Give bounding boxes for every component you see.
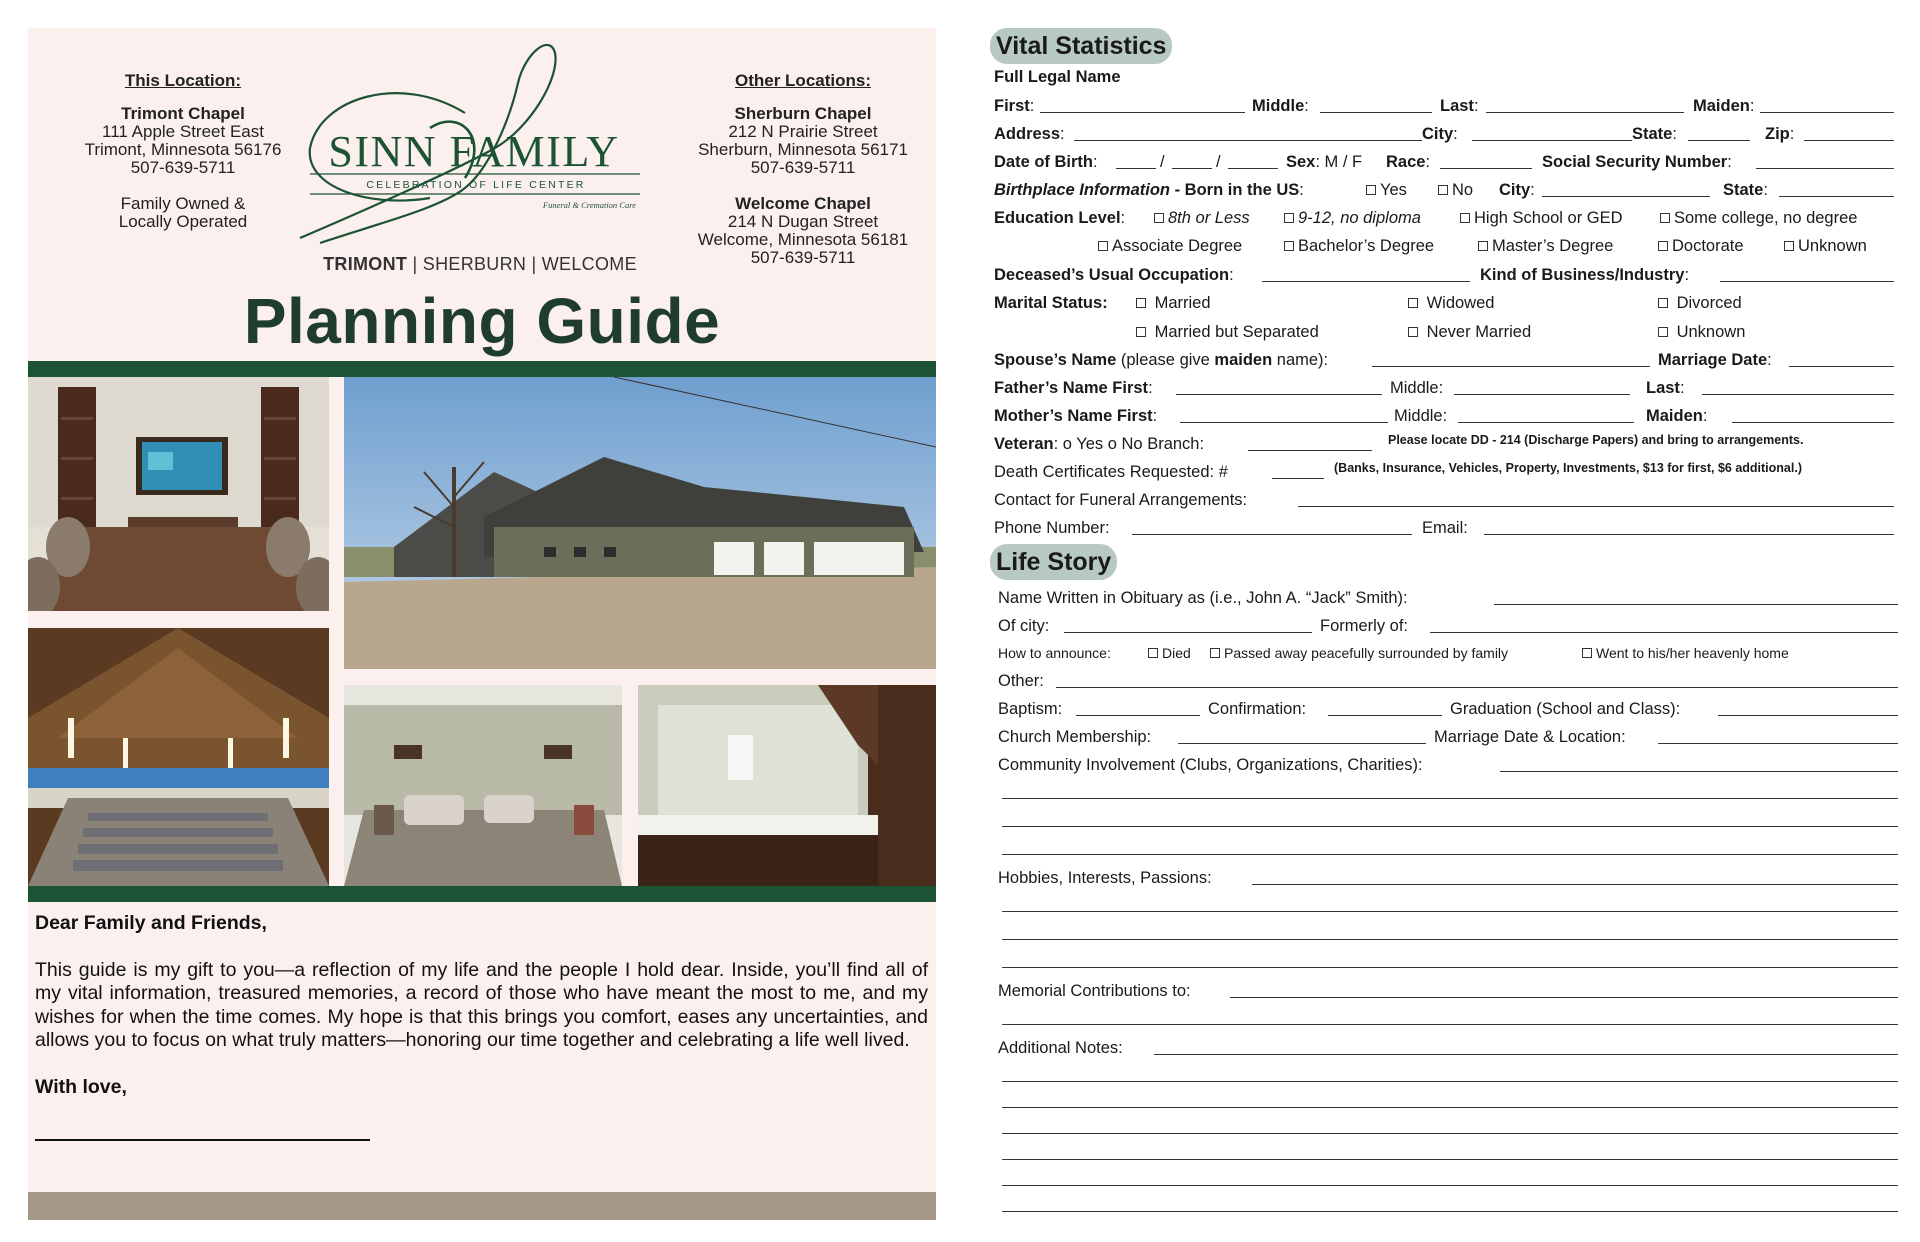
birth-state-label: State bbox=[1723, 181, 1764, 199]
location-phone: 507-639-5711 bbox=[750, 158, 856, 177]
birthplace-row: Birthplace Information - Born in the US: Yes No City: State: bbox=[994, 181, 1898, 203]
father-last-label: Last bbox=[1646, 379, 1680, 397]
zip-field[interactable] bbox=[1804, 125, 1894, 141]
full-legal-name-label bbox=[994, 68, 1898, 90]
confirmation-field[interactable] bbox=[1328, 700, 1442, 716]
death-certs-field[interactable] bbox=[1272, 463, 1324, 479]
announce-option[interactable] bbox=[1582, 645, 1789, 661]
ssn-field[interactable] bbox=[1756, 153, 1894, 169]
formerly-of-label: Formerly of: bbox=[1320, 617, 1409, 635]
other-row bbox=[998, 672, 1902, 694]
logo-name: SINN FAMILY bbox=[328, 127, 620, 176]
logo-city-trimont: TRIMONT bbox=[323, 254, 408, 274]
checkbox-icon bbox=[1658, 327, 1668, 337]
edu-option[interactable] bbox=[1460, 209, 1623, 228]
brochure-cover bbox=[28, 28, 936, 1220]
notes-line[interactable] bbox=[1002, 1185, 1898, 1186]
edu-option-label: High School or GED bbox=[1474, 209, 1623, 227]
branch-field[interactable] bbox=[1248, 435, 1372, 451]
checkbox-icon bbox=[1660, 213, 1670, 223]
checkbox-icon bbox=[1408, 298, 1418, 308]
email-label: Email: bbox=[1422, 519, 1468, 537]
zip-label: Zip bbox=[1765, 125, 1790, 143]
edu-option[interactable] bbox=[1154, 209, 1250, 228]
first-name-field[interactable] bbox=[1040, 97, 1245, 113]
email-field[interactable] bbox=[1484, 519, 1894, 535]
no-label: No bbox=[1452, 181, 1474, 199]
memorial-label: Memorial Contributions to: bbox=[998, 982, 1191, 1000]
edu-option-label: 8th or Less bbox=[1168, 209, 1250, 227]
checkbox-icon bbox=[1210, 648, 1220, 658]
letter-body: This guide is my gift to you—a reflection of my life and the people I hold dear. Inside, you’ll find all of my vital information, treasured memories, a record of those who have meant the most to me, and my wishes for when the time comes. My hope is that this brings you comfort, eases any uncertainties, and allows you to focus on what truly matters—honoring our time together and celebrating a life well lived. bbox=[35, 958, 928, 1051]
edu-option-label: Associate Degree bbox=[1112, 237, 1243, 255]
checkbox-icon bbox=[1136, 298, 1146, 308]
graduation-label: Graduation (School and Class): bbox=[1450, 700, 1681, 718]
contact-label: Contact for Funeral Arrangements: bbox=[994, 491, 1248, 509]
chapel-exterior-photo bbox=[344, 377, 936, 669]
location-city: Sherburn, Minnesota 56171 bbox=[698, 140, 908, 159]
announce-option-label: Went to his/her heavenly home bbox=[1596, 645, 1789, 661]
mother-first-field[interactable] bbox=[1180, 407, 1388, 423]
announce-option-label: Passed away peacefully surrounded by family bbox=[1224, 645, 1509, 661]
community-line[interactable] bbox=[1002, 826, 1898, 827]
other-label: Other: bbox=[998, 672, 1044, 690]
checkbox-icon bbox=[1582, 648, 1592, 658]
logo-subtitle: CELEBRATION OF LIFE CENTER bbox=[366, 179, 586, 191]
education-row: Education Level: 8th or Less 9-12, no diploma High School or GED Some college, no degree bbox=[994, 209, 1858, 227]
spouse-note-maiden: maiden bbox=[1214, 351, 1273, 369]
dd214-note: Please locate DD - 214 (Discharge Papers) and bring to arrangements. bbox=[1388, 433, 1804, 447]
locally-operated-note: Locally Operated bbox=[118, 212, 248, 231]
location-city: Trimont, Minnesota 56176 bbox=[84, 140, 282, 159]
birth-city-label: City bbox=[1499, 181, 1531, 199]
mother-middle-label: Middle: bbox=[1394, 407, 1448, 425]
kitchen-photo bbox=[638, 685, 936, 886]
notes-line[interactable] bbox=[1002, 1159, 1898, 1160]
location-address: 212 N Prairie Street bbox=[728, 122, 878, 141]
page-title: Planning Guide bbox=[243, 285, 721, 357]
church-label: Church Membership: bbox=[998, 728, 1152, 746]
checkbox-icon bbox=[1460, 213, 1470, 223]
notes-line[interactable] bbox=[1002, 1211, 1898, 1212]
announce-option-label: Died bbox=[1162, 645, 1191, 661]
location-name: Sherburn Chapel bbox=[734, 104, 872, 123]
community-field[interactable] bbox=[1500, 756, 1898, 772]
notes-row bbox=[998, 1039, 1902, 1061]
checkbox-icon bbox=[1284, 241, 1294, 251]
marriage-location-label: Marriage Date & Location: bbox=[1434, 728, 1626, 746]
mother-maiden-label: Maiden bbox=[1646, 407, 1703, 425]
mother-middle-field[interactable] bbox=[1458, 407, 1634, 423]
edu-option[interactable] bbox=[1284, 237, 1434, 256]
announce-option[interactable] bbox=[1210, 645, 1508, 661]
city-row bbox=[998, 617, 1902, 639]
occupation-field[interactable] bbox=[1262, 266, 1470, 282]
dob-day-field[interactable] bbox=[1172, 153, 1212, 169]
marital-option[interactable] bbox=[1408, 294, 1494, 313]
dob-separator: / bbox=[1160, 153, 1165, 171]
phone-row bbox=[994, 519, 1898, 541]
dob-year-field[interactable] bbox=[1228, 153, 1278, 169]
family-letter bbox=[35, 912, 928, 1141]
city-field[interactable] bbox=[1472, 125, 1632, 141]
dob-row: Date of Birth: / / Sex: M / F Race: Social Security Number: bbox=[994, 153, 1898, 175]
other-locations-heading: Other Locations: bbox=[734, 71, 871, 90]
baptism-label: Baptism: bbox=[998, 700, 1063, 718]
marital-option-label: Never Married bbox=[1426, 323, 1532, 341]
marital-option[interactable] bbox=[1136, 323, 1319, 342]
marital-option[interactable] bbox=[1658, 294, 1742, 313]
community-row bbox=[998, 756, 1902, 778]
born-us-label: - Born in the US bbox=[1170, 181, 1300, 199]
vital-statistics-heading: Vital Statistics bbox=[990, 28, 1172, 64]
marital-option-label: Divorced bbox=[1676, 294, 1742, 312]
father-middle-field[interactable] bbox=[1454, 379, 1630, 395]
announce-label: How to announce: bbox=[998, 645, 1111, 661]
community-line[interactable] bbox=[1002, 854, 1898, 855]
first-label: First bbox=[994, 97, 1030, 115]
sacraments-row bbox=[998, 700, 1902, 722]
edu-option[interactable] bbox=[1098, 237, 1242, 256]
letter-closing: With love, bbox=[35, 1075, 127, 1098]
notes-line[interactable] bbox=[1002, 1133, 1898, 1134]
dob-label: Date of Birth bbox=[994, 153, 1093, 171]
edu-option-label: Doctorate bbox=[1672, 237, 1744, 255]
death-certs-label: Death Certificates Requested: # bbox=[994, 463, 1228, 481]
church-field[interactable] bbox=[1178, 728, 1426, 744]
announce-option[interactable] bbox=[1148, 645, 1191, 661]
notes-line[interactable] bbox=[1002, 1107, 1898, 1108]
location-name: Welcome Chapel bbox=[735, 194, 871, 213]
edu-option[interactable] bbox=[1660, 209, 1857, 228]
occupation-label: Deceased’s Usual Occupation bbox=[994, 266, 1230, 284]
sex-options[interactable]: M / F bbox=[1324, 153, 1363, 171]
memorial-field[interactable] bbox=[1230, 982, 1898, 998]
checkbox-icon bbox=[1408, 327, 1418, 337]
edu-option[interactable] bbox=[1284, 209, 1421, 228]
this-location-heading: This Location: bbox=[124, 71, 242, 90]
address-row: Address: City: State: Zip: bbox=[994, 125, 1898, 147]
family-owned-note: Family Owned & bbox=[120, 194, 246, 213]
location-address: 111 Apple Street East bbox=[102, 122, 264, 141]
contact-field[interactable] bbox=[1298, 491, 1894, 507]
middle-name-field[interactable] bbox=[1320, 97, 1432, 113]
marriage-date-field[interactable] bbox=[1789, 351, 1894, 367]
state-field[interactable] bbox=[1688, 125, 1750, 141]
marriage-date-label: Marriage Date bbox=[1658, 351, 1768, 369]
race-field[interactable] bbox=[1440, 153, 1532, 169]
marital-option-label: Married bbox=[1154, 294, 1211, 312]
born-us-yes[interactable] bbox=[1366, 181, 1407, 200]
death-certs-note: (Banks, Insurance, Vehicles, Property, Investments, $13 for first, $6 additional.) bbox=[1334, 461, 1802, 475]
name-row: First: Middle: Last: Maiden: bbox=[994, 97, 1898, 119]
notes-label: Additional Notes: bbox=[998, 1039, 1123, 1057]
mother-maiden-field[interactable] bbox=[1732, 407, 1894, 423]
location-city: Welcome, Minnesota 56181 bbox=[697, 230, 909, 249]
edu-option[interactable] bbox=[1784, 237, 1867, 256]
born-us-no[interactable] bbox=[1438, 181, 1473, 200]
other-field[interactable] bbox=[1056, 672, 1898, 688]
checkbox-icon bbox=[1284, 213, 1294, 223]
yes-label: Yes bbox=[1380, 181, 1407, 199]
hobbies-label: Hobbies, Interests, Passions: bbox=[998, 869, 1212, 887]
father-last-field[interactable] bbox=[1702, 379, 1894, 395]
last-name-field[interactable] bbox=[1486, 97, 1684, 113]
edu-option[interactable] bbox=[1658, 237, 1744, 256]
conference-room-photo bbox=[28, 377, 329, 611]
marital-option[interactable] bbox=[1658, 323, 1745, 342]
veteran-label: Veteran bbox=[994, 435, 1054, 453]
footer-bar bbox=[28, 1192, 936, 1220]
state-label: State bbox=[1632, 125, 1673, 143]
location-address: 214 N Dugan Street bbox=[727, 212, 879, 231]
middle-label: Middle bbox=[1252, 97, 1305, 115]
marital-option[interactable] bbox=[1136, 294, 1211, 313]
checkbox-icon bbox=[1148, 648, 1158, 658]
spouse-label: Spouse’s Name bbox=[994, 351, 1117, 369]
notes-field[interactable] bbox=[1154, 1039, 1898, 1055]
of-city-label: Of city: bbox=[998, 617, 1050, 635]
life-story-heading: Life Story bbox=[990, 544, 1117, 580]
checkbox-icon bbox=[1136, 327, 1146, 337]
veteran-row bbox=[994, 435, 1898, 457]
marital-option-label: Married but Separated bbox=[1154, 323, 1319, 341]
church-row bbox=[998, 728, 1902, 750]
address-field[interactable] bbox=[1074, 125, 1422, 141]
mother-first-label: Mother’s Name First bbox=[994, 407, 1153, 425]
graduation-field[interactable] bbox=[1718, 700, 1898, 716]
marital-label: Marital Status: bbox=[994, 294, 1108, 312]
signature-line[interactable] bbox=[35, 1129, 370, 1141]
obit-name-field[interactable] bbox=[1494, 589, 1898, 605]
checkbox-icon bbox=[1366, 185, 1376, 195]
formerly-of-field[interactable] bbox=[1430, 617, 1898, 633]
edu-option-label: Master’s Degree bbox=[1492, 237, 1614, 255]
community-label: Community Involvement (Clubs, Organizations, Charities): bbox=[998, 756, 1423, 774]
edu-option-label: Unknown bbox=[1798, 237, 1867, 255]
spouse-note: (please give bbox=[1116, 351, 1215, 369]
business-field[interactable] bbox=[1720, 266, 1894, 282]
divider-bar bbox=[28, 361, 936, 377]
logo-cities bbox=[300, 254, 660, 275]
lounge-photo bbox=[344, 685, 622, 886]
marital-option-label: Unknown bbox=[1676, 323, 1746, 341]
of-city-field[interactable] bbox=[1064, 617, 1312, 633]
obit-name-row bbox=[998, 589, 1902, 611]
announce-row bbox=[998, 645, 1902, 667]
memorial-row bbox=[998, 982, 1902, 1004]
sex-label: Sex bbox=[1286, 153, 1316, 171]
checkbox-icon bbox=[1438, 185, 1448, 195]
obit-name-label: Name Written in Obituary as (i.e., John A. “Jack” Smith): bbox=[998, 589, 1408, 607]
dob-separator: / bbox=[1216, 153, 1221, 171]
location-phone: 507-639-5711 bbox=[750, 248, 856, 267]
phone-label: Phone Number: bbox=[994, 519, 1110, 537]
marital-option-label: Widowed bbox=[1426, 294, 1495, 312]
dob-month-field[interactable] bbox=[1116, 153, 1156, 169]
other-locations bbox=[668, 72, 938, 267]
community-line[interactable] bbox=[1002, 798, 1898, 799]
birthplace-label: Birthplace Information bbox=[994, 181, 1171, 199]
confirmation-label: Confirmation: bbox=[1208, 700, 1307, 718]
sinn-family-logo bbox=[290, 38, 660, 258]
last-label: Last bbox=[1440, 97, 1474, 115]
birth-city-field[interactable] bbox=[1542, 181, 1710, 197]
hobbies-line[interactable] bbox=[1002, 911, 1898, 912]
checkbox-icon bbox=[1658, 298, 1668, 308]
notes-line[interactable] bbox=[1002, 1081, 1898, 1082]
edu-option-label: Some college, no degree bbox=[1674, 209, 1858, 227]
hobbies-field[interactable] bbox=[1252, 869, 1898, 885]
checkbox-icon bbox=[1784, 241, 1794, 251]
hobbies-line[interactable] bbox=[1002, 939, 1898, 940]
edu-option-label: 9-12, no diploma bbox=[1298, 209, 1421, 227]
city-label: City bbox=[1422, 125, 1454, 143]
phone-field[interactable] bbox=[1132, 519, 1412, 535]
baptism-field[interactable] bbox=[1076, 700, 1200, 716]
contact-row bbox=[994, 491, 1898, 513]
edu-option[interactable] bbox=[1478, 237, 1613, 256]
father-middle-label: Middle: bbox=[1390, 379, 1444, 397]
marital-row bbox=[994, 294, 1898, 316]
spouse-name-field[interactable] bbox=[1372, 351, 1650, 367]
hobbies-line[interactable] bbox=[1002, 967, 1898, 968]
father-first-field[interactable] bbox=[1176, 379, 1382, 395]
this-location bbox=[48, 72, 318, 231]
occupation-row: Deceased’s Usual Occupation: Kind of Business/Industry: bbox=[994, 266, 1898, 288]
logo-city-others: | SHERBURN | WELCOME bbox=[407, 254, 637, 274]
death-certificates-row bbox=[994, 463, 1898, 485]
father-row: Father’s Name First: Middle: Last: bbox=[994, 379, 1898, 401]
address-label: Address bbox=[994, 125, 1061, 143]
marital-option[interactable] bbox=[1408, 323, 1531, 342]
maiden-name-field[interactable] bbox=[1760, 97, 1894, 113]
location-phone: 507-639-5711 bbox=[130, 158, 236, 177]
checkbox-icon bbox=[1098, 241, 1108, 251]
spouse-row: Spouse’s Name (please give maiden name): Marriage Date: bbox=[994, 351, 1898, 373]
veteran-options[interactable]: : o Yes o No Branch: bbox=[1053, 435, 1205, 453]
logo-tagline: Funeral & Cremation Care bbox=[542, 200, 636, 210]
checkbox-icon bbox=[1658, 241, 1668, 251]
marriage-location-field[interactable] bbox=[1658, 728, 1898, 744]
hobbies-row bbox=[998, 869, 1902, 891]
location-name: Trimont Chapel bbox=[121, 104, 245, 123]
maiden-label: Maiden bbox=[1693, 97, 1750, 115]
letter-greeting: Dear Family and Friends, bbox=[35, 912, 267, 934]
planning-form bbox=[990, 28, 1900, 1220]
full-legal-name-text: Full Legal Name bbox=[994, 68, 1121, 86]
father-first-label: Father’s Name First bbox=[994, 379, 1149, 397]
marital-row-2 bbox=[994, 323, 1898, 345]
spouse-note-end: name): bbox=[1272, 351, 1329, 369]
checkbox-icon bbox=[1154, 213, 1164, 223]
birth-state-field[interactable] bbox=[1779, 181, 1894, 197]
memorial-line[interactable] bbox=[1002, 1024, 1898, 1025]
divider-bar bbox=[28, 886, 936, 902]
race-label: Race bbox=[1386, 153, 1426, 171]
checkbox-icon bbox=[1478, 241, 1488, 251]
mother-row: Mother’s Name First: Middle: Maiden: bbox=[994, 407, 1898, 429]
chapel-interior-photo bbox=[28, 628, 329, 886]
edu-option-label: Bachelor’s Degree bbox=[1298, 237, 1435, 255]
education-label: Education Level bbox=[994, 209, 1121, 227]
business-label: Kind of Business/Industry bbox=[1480, 266, 1685, 284]
ssn-label: Social Security Number bbox=[1542, 153, 1728, 171]
education-row-2 bbox=[994, 237, 1898, 259]
